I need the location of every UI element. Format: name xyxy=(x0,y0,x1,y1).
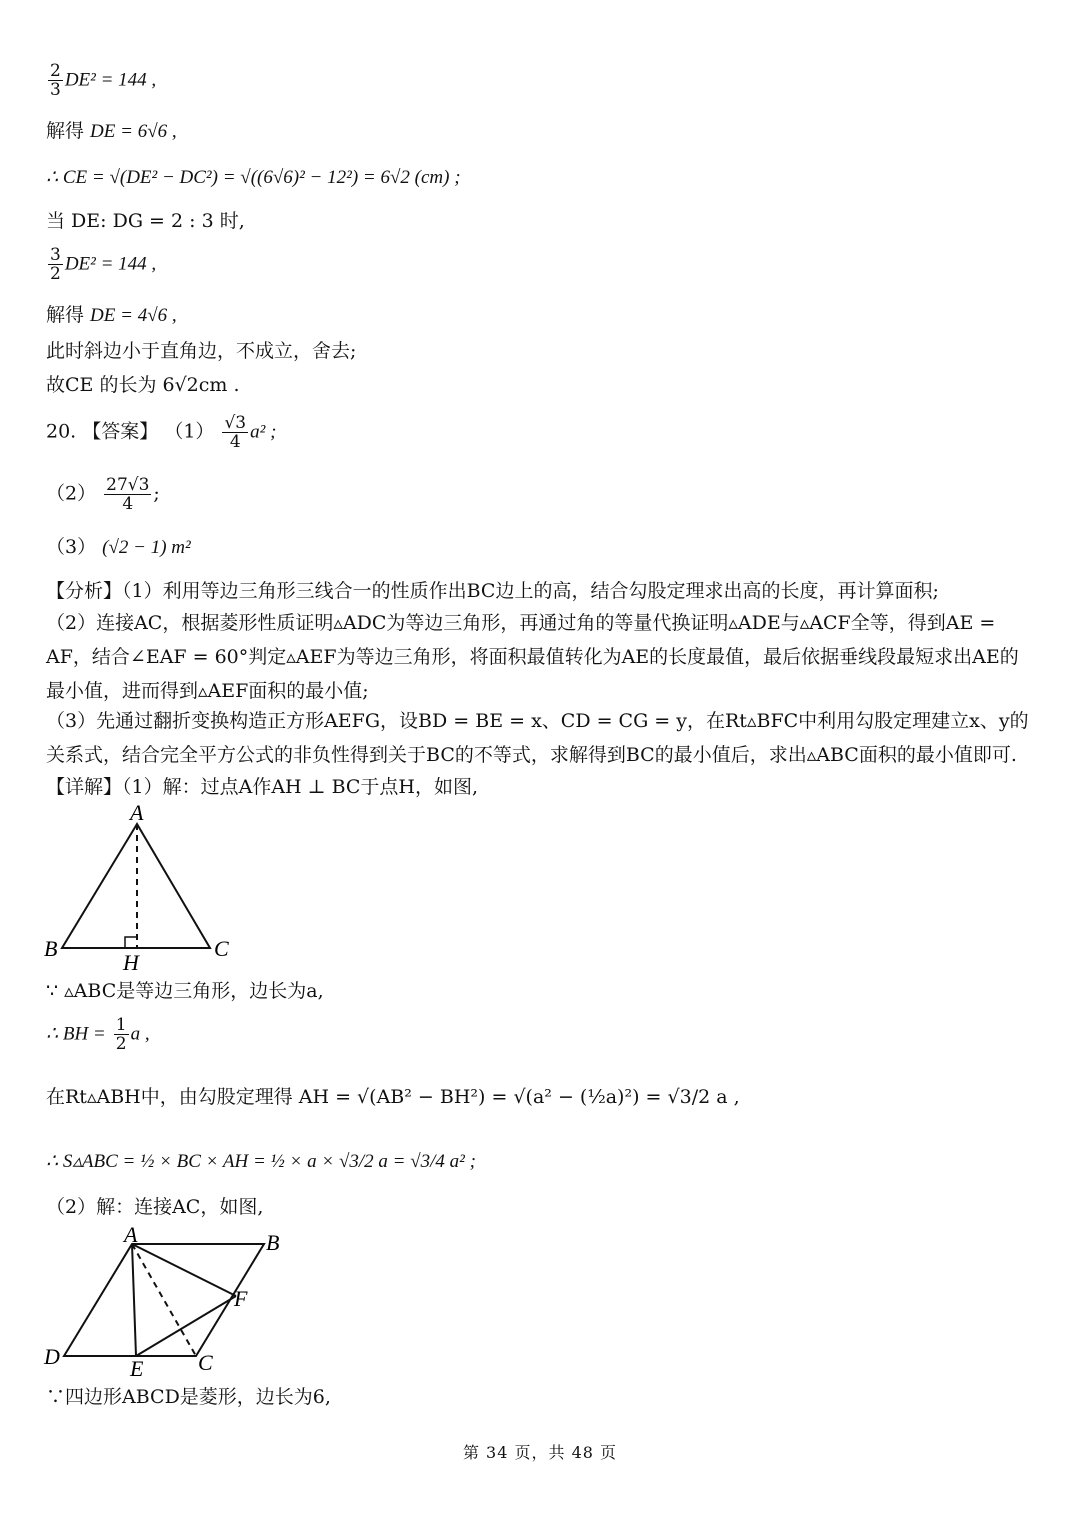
label-b: B xyxy=(44,936,58,961)
analysis-text: （2）连接AC，根据菱形性质证明▵ADC为等边三角形，再通过角的等量代换证明▵ADE与▵ACF全等，得到AE = AF，结合∠EAF = 60°判定▵AEF为等边三角形，将面积最值转化为AE的长度最值，最后依据垂线段最短求出AE的最小值，进而得到▵AEF面积的最小值; xyxy=(46,612,1019,702)
segment-ae xyxy=(132,1244,136,1356)
equilateral-triangle-figure xyxy=(40,800,240,980)
fraction xyxy=(48,246,63,283)
detail-s3 xyxy=(46,1016,150,1053)
text-prefix: 解得 xyxy=(46,120,91,142)
segment-ef xyxy=(136,1296,236,1356)
segment-af xyxy=(132,1244,236,1296)
frac-numerator: 27√3 xyxy=(106,475,150,495)
line-conclusion xyxy=(46,372,240,398)
detail-s7 xyxy=(46,1384,331,1410)
analysis-text: （1）利用等边三角形三线合一的性质作出BC边上的高，结合勾股定理求出高的长度，再计算面积; xyxy=(122,580,939,602)
part-label: （3） xyxy=(46,536,97,558)
label-a: A xyxy=(124,1222,138,1247)
page-footer: 第 34 页，共 48 页 xyxy=(462,1443,618,1462)
detail-tag: 【详解】 xyxy=(46,776,123,798)
line-solve-de-2 xyxy=(46,302,177,329)
line-3-2-de2 xyxy=(46,246,156,283)
fraction xyxy=(104,476,151,513)
equation-rest: ; xyxy=(153,482,160,505)
detail-text: 在Rt▵ABH中，由勾股定理得 AH = √(AB² − BH²) = √(a² − (½a)²) = √3/2 a , xyxy=(46,1086,740,1108)
fraction xyxy=(48,62,63,99)
detail-text: （2）解：连接AC，如图, xyxy=(46,1196,264,1218)
line-solve-de xyxy=(46,118,177,145)
analysis-p1 xyxy=(46,574,1031,608)
frac-numerator: √3 xyxy=(224,413,247,433)
analysis-p3 xyxy=(46,704,1031,772)
detail-s2 xyxy=(46,978,324,1004)
frac-denominator: 4 xyxy=(122,494,134,514)
detail-s5 xyxy=(46,1148,476,1175)
frac-numerator: 1 xyxy=(115,1015,127,1035)
equation-rest: a , xyxy=(130,1023,150,1045)
frac-denominator: 2 xyxy=(115,1034,127,1054)
detail-s4 xyxy=(46,1084,740,1110)
frac-numerator: 3 xyxy=(50,245,61,265)
equation: DE = 6√6 , xyxy=(90,121,177,142)
label-h: H xyxy=(123,950,139,975)
text: 故CE 的长为 6√2cm . xyxy=(46,374,240,396)
line-reject xyxy=(46,338,356,364)
analysis-text: （3）先通过翻折变换构造正方形AEFG，设BD = BE = x、CD = CG = y，在Rt▵BFC中利用勾股定理建立x、y的关系式，结合完全平方公式的非负性得到关于BC的不等式，求解得到BC的最小值后，求出▵ABC面积的最小值即可. xyxy=(46,710,1029,766)
text: 此时斜边小于直角边，不成立，舍去; xyxy=(46,340,357,362)
detail-s6 xyxy=(46,1194,263,1220)
label-c: C xyxy=(214,936,229,961)
detail-text: ∵ ▵ABC是等边三角形，边长为a, xyxy=(46,980,324,1002)
fraction xyxy=(222,414,248,451)
rhombus-figure xyxy=(40,1218,300,1388)
q20-answer-3 xyxy=(46,534,191,561)
label-e: E xyxy=(130,1356,144,1381)
equation: (√2 − 1) m² xyxy=(102,537,191,558)
frac-denominator: 4 xyxy=(229,432,241,452)
question-number: 20. xyxy=(46,420,77,443)
analysis-tag: 【分析】 xyxy=(46,580,123,602)
label-b: B xyxy=(266,1230,280,1255)
equation-rest: a² ; xyxy=(250,421,277,443)
equation: ∴ S▵ABC = ½ × BC × AH = ½ × a × √3/2 a = √3/4 a² ; xyxy=(46,1151,476,1172)
answer-tag: 【答案】 xyxy=(82,420,159,443)
q20-answer-2 xyxy=(46,476,160,513)
right-angle-mark xyxy=(125,937,137,948)
frac-denominator: 3 xyxy=(50,80,61,100)
line-ce xyxy=(46,164,461,191)
equation: DE = 4√6 , xyxy=(90,305,177,326)
label-a: A xyxy=(130,800,144,825)
line-case-de-dg xyxy=(46,208,245,234)
triangle-abc xyxy=(62,824,210,948)
line-2-3-de2 xyxy=(46,62,156,99)
fraction xyxy=(114,1016,129,1053)
text: 当 DE: DG = 2 : 3 时, xyxy=(46,210,245,232)
text-prefix: 解得 xyxy=(46,304,91,326)
detail-text: ∵四边形ABCD是菱形，边长为6, xyxy=(46,1386,331,1408)
part-label: （2） xyxy=(46,482,97,505)
frac-denominator: 2 xyxy=(50,264,61,284)
equation-rest: DE² = 144 , xyxy=(64,69,157,91)
part-label: （1） xyxy=(164,420,215,443)
equation-rest: DE² = 144 , xyxy=(64,253,157,275)
label-d: D xyxy=(44,1344,60,1369)
frac-numerator: 2 xyxy=(50,61,61,81)
q20-answer-1 xyxy=(46,414,276,451)
label-f: F xyxy=(234,1286,248,1311)
equation: ∴ CE = √(DE² − DC²) = √((6√6)² − 12²) = 6√2 (cm) ; xyxy=(46,167,461,188)
label-c: C xyxy=(198,1350,213,1375)
detail-text: （1）解：过点A作AH ⊥ BC于点H，如图, xyxy=(122,776,479,798)
equation-prefix: ∴ BH = xyxy=(46,1023,106,1045)
detail-s1 xyxy=(46,774,478,800)
analysis-p2 xyxy=(46,606,1031,708)
